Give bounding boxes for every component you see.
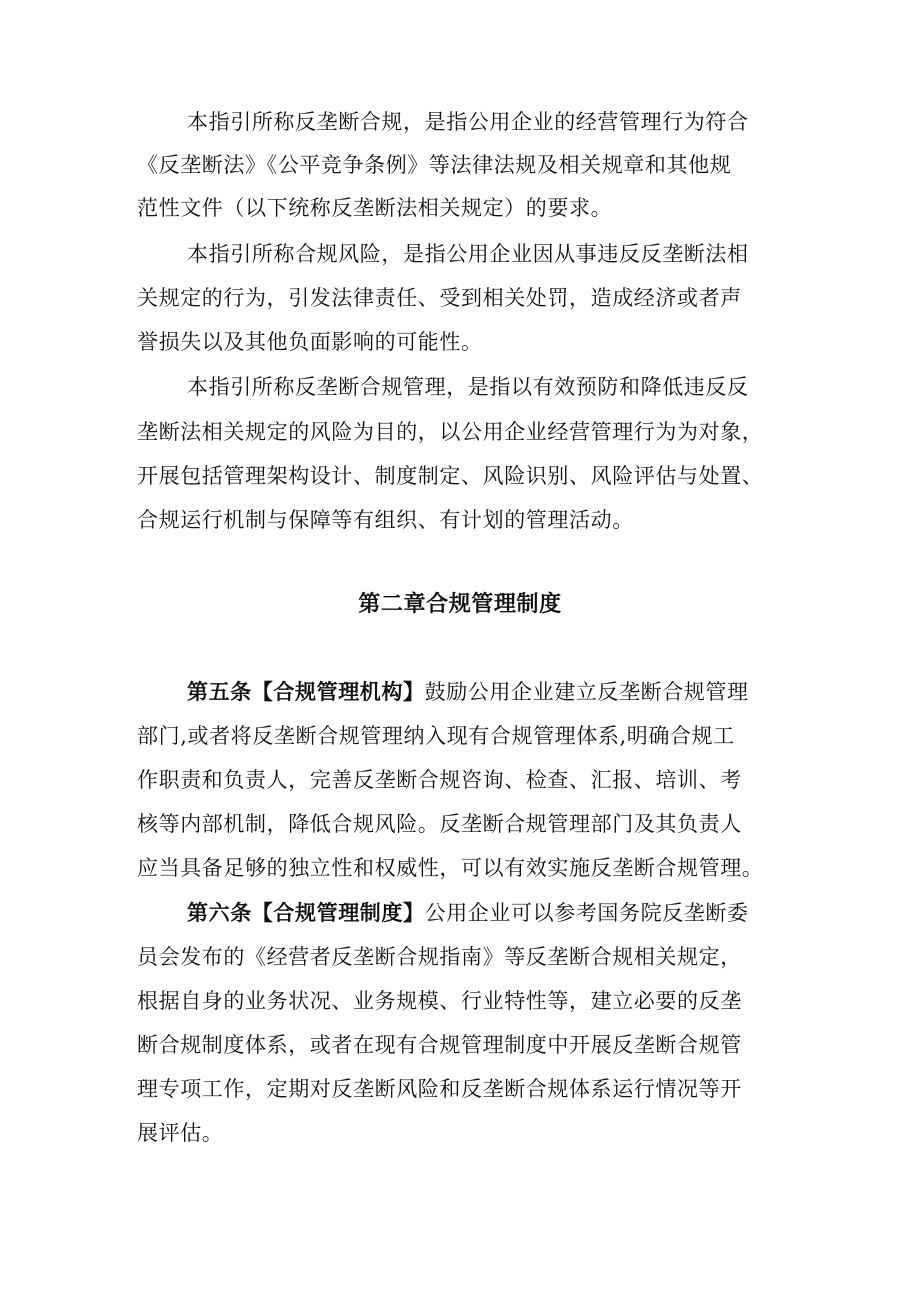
paragraph-3-line-2: 垄断法相关规定的风险为目的，以公用企业经营管理行为为对象，: [137, 420, 764, 444]
paragraph-2-line-3: 誉损失以及其他负面影响的可能性。: [137, 330, 483, 354]
paragraph-3-line-3: 开展包括管理架构设计、制度制定、风险识别、风险评估与处置、: [137, 464, 764, 488]
article-6-line-5: 理专项工作，定期对反垄断风险和反垄断合规体系运行情况等开: [137, 1077, 742, 1101]
paragraph-1-line-1: 本指引所称反垄断合规，是指公用企业的经营管理行为符合: [187, 110, 749, 134]
article-5-line-5: 应当具备足够的独立性和权威性，可以有效实施反垄断合规管理。: [137, 856, 764, 880]
article-5-line-2: 部门,或者将反垄断合规管理纳入现有合规管理体系,明确合规工: [137, 724, 735, 748]
paragraph-1-line-2: 《反垄断法》《公平竞争条例》等法律法规及相关规章和其他规: [137, 153, 732, 177]
article-5-line-4: 核等内部机制，降低合规风险。反垄断合规管理部门及其负责人: [137, 812, 742, 836]
article-5-line-1-text: 鼓励公用企业建立反垄断合规管理: [424, 680, 749, 704]
paragraph-1-line-3: 范性文件（以下统称反垄断法相关规定）的要求。: [137, 196, 613, 220]
article-6-line-1: [187, 899, 797, 927]
article-6-label: 第六条【合规管理制度】: [187, 900, 425, 925]
article-5-label: 第五条【合规管理机构】: [187, 679, 425, 704]
paragraph-3-line-1: 本指引所称反垄断合规管理，是指以有效预防和降低违反反: [187, 375, 749, 399]
paragraph-3-line-4: 合规运行机制与保障等有组织、有计划的管理活动。: [137, 508, 634, 532]
article-6-line-1-text: 公用企业可以参考国务院反垄断委: [424, 901, 749, 925]
article-6-line-3: 根据自身的业务状况、业务规模、行业特性等，建立必要的反垄: [137, 989, 742, 1013]
article-5-line-1: [187, 678, 797, 706]
chapter-heading: 第二章合规管理制度: [358, 591, 562, 617]
paragraph-2-line-1: 本指引所称合规风险，是指公用企业因从事违反反垄断法相: [187, 242, 749, 266]
article-6-line-6: 展评估。: [137, 1121, 224, 1145]
article-6-line-4: 断合规制度体系，或者在现有合规管理制度中开展反垄断合规管: [137, 1033, 742, 1057]
paragraph-2-line-2: 关规定的行为，引发法律责任、受到相关处罚，造成经济或者声: [137, 286, 742, 310]
article-6-line-2: 员会发布的《经营者反垄断合规指南》等反垄断合规相关规定，: [137, 945, 742, 969]
article-5-line-3: 作职责和负责人，完善反垄断合规咨询、检查、汇报、培训、考: [137, 768, 742, 792]
